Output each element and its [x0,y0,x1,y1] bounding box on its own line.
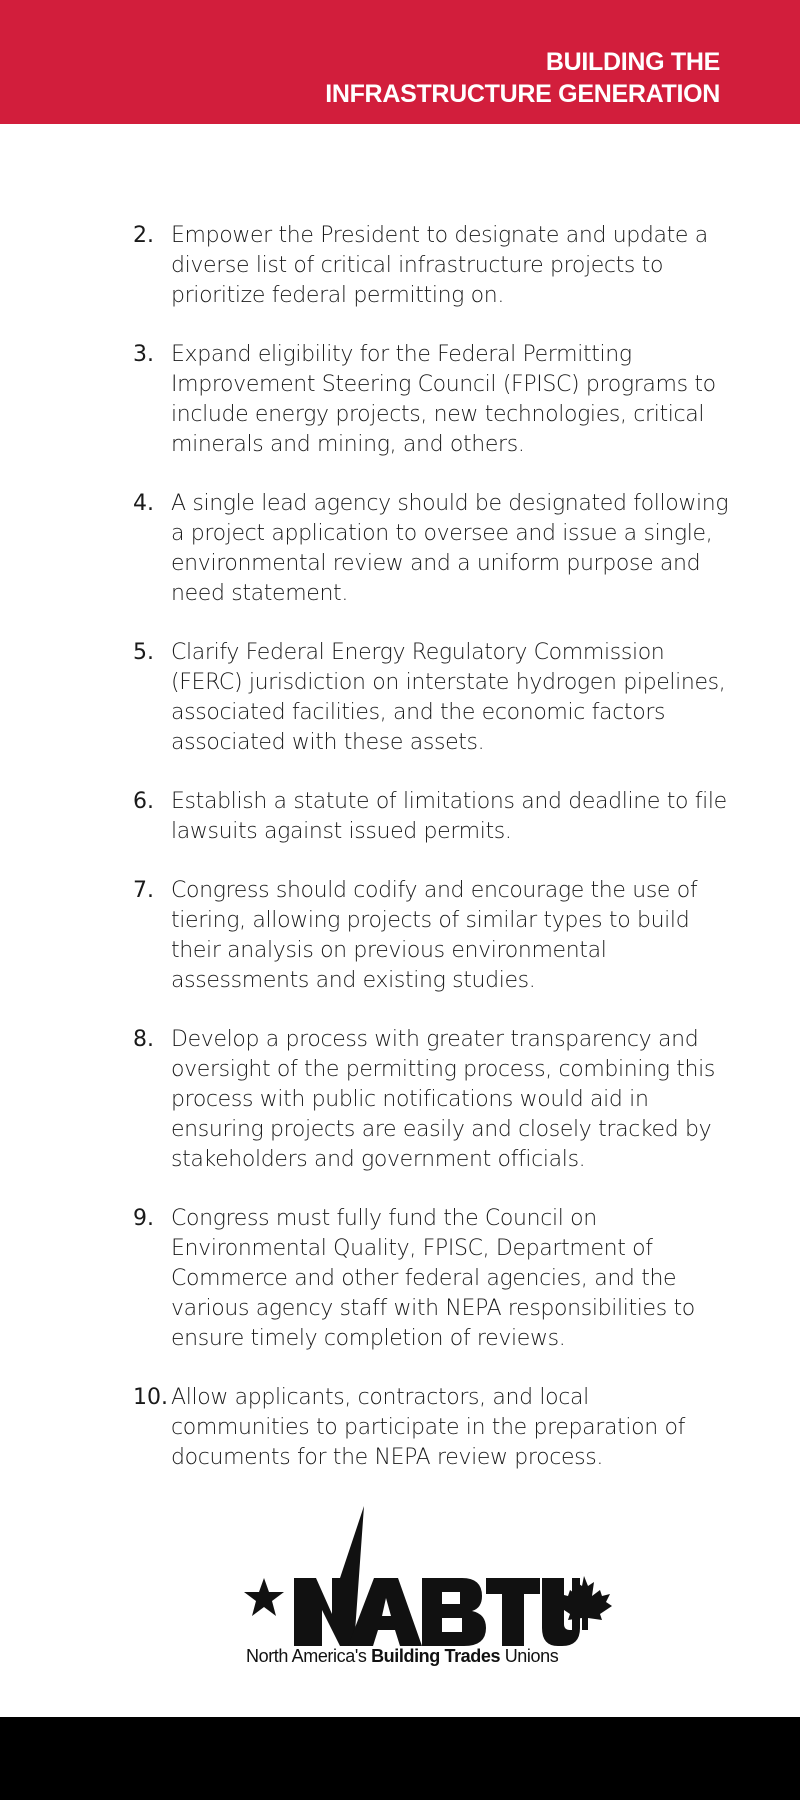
list-item [133,638,733,758]
item-text: Establish a statute of limitations and deadline to file lawsuits against issued permits. [171,789,727,844]
footer-bar [0,1717,800,1800]
logo-caption-bold: Building Trades [371,1646,501,1666]
item-text: Empower the President to designate and update a diverse list of critical infrastructure projects to prioritize federal permitting on. [171,223,708,308]
item-text: A single lead agency should be designated following a project application to oversee and issue a single, environmental review and a uniform purpose and need statement. [171,491,729,606]
logo-caption-part2: Unions [500,1646,559,1666]
item-number: 8. [133,1027,154,1052]
item-text: Congress must fully fund the Council on Environmental Quality, FPISC, Department of Commerce and other federal agencies, and the various agency staff with NEPA responsibilities to ensure timely completion of reviews. [171,1206,695,1351]
list-item [133,221,733,311]
list-item [133,876,733,996]
item-text: Congress should codify and encourage the use of tiering, allowing projects of similar types to build their analysis on previous environmental assessments and existing studies. [171,878,698,993]
list-item [133,787,733,847]
header-banner [0,0,800,124]
item-number: 4. [133,491,154,516]
nabtu-logo-mark [236,1506,616,1646]
list-item [133,489,733,609]
item-number: 7. [133,878,154,903]
item-text: Clarify Federal Energy Regulatory Commission (FERC) jurisdiction on interstate hydrogen pipelines, associated facilities, and the economic factors associated with these assets. [171,640,726,755]
recommendations-list [133,221,733,1502]
nabtu-wordmark [294,1506,580,1646]
page-title [325,46,720,110]
logo-caption [246,1646,606,1667]
item-number: 2. [133,223,154,248]
item-number: 6. [133,789,154,814]
title-line-2: INFRASTRUCTURE GENERATION [325,80,720,108]
list-item [133,1383,733,1473]
item-number: 5. [133,640,154,665]
maple-leaf-icon [558,1576,612,1630]
item-number: 10. [133,1385,168,1410]
item-text: Develop a process with greater transparency and oversight of the permitting process, combining this process with public notifications would aid in ensuring projects are easily and closely tracked by stakeholders and government officials. [171,1027,715,1172]
item-number: 3. [133,342,154,367]
list-item [133,340,733,460]
list-item [133,1204,733,1354]
nabtu-logo [236,1506,616,1666]
star-icon [244,1578,284,1616]
item-number: 9. [133,1206,154,1231]
item-text: Allow applicants, contractors, and local communities to participate in the preparation of documents for the NEPA review process. [171,1385,685,1470]
title-line-1: BUILDING THE [545,48,720,76]
logo-caption-part1: North America's [246,1646,372,1666]
list-item [133,1025,733,1175]
item-text: Expand eligibility for the Federal Permitting Improvement Steering Council (FPISC) programs to include energy projects, new technologies, critical minerals and mining, and others. [171,342,716,457]
